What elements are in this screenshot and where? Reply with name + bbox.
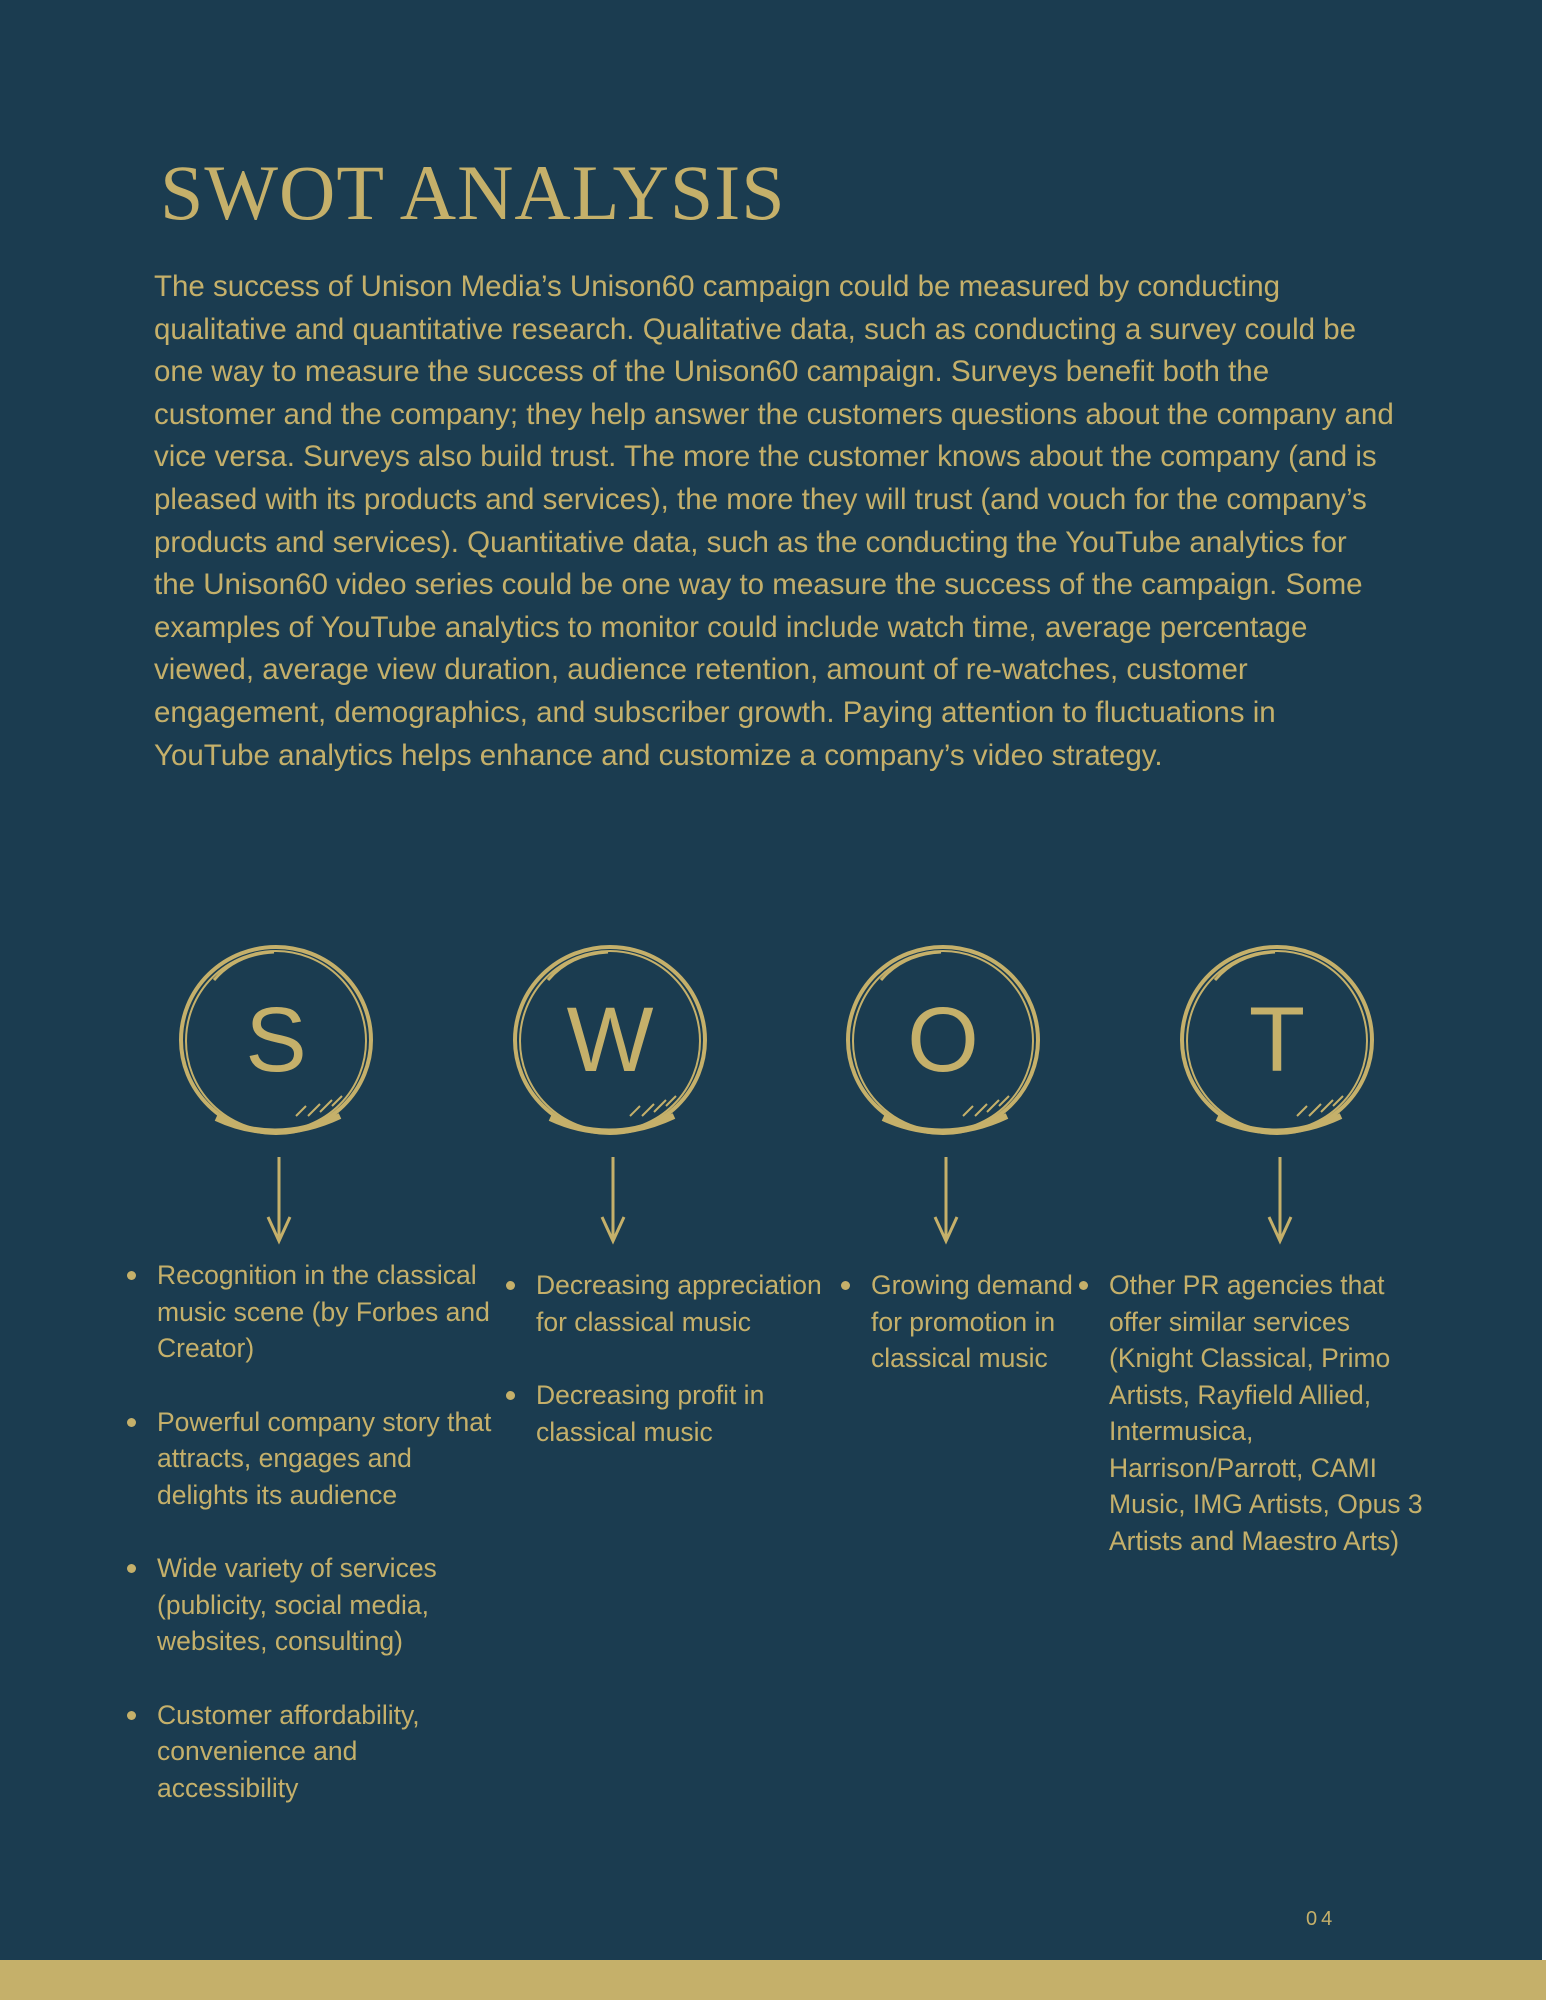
opportunities-letter: O [907,988,979,1091]
weaknesses-letter: W [566,988,654,1091]
threats-circle [1177,940,1377,1140]
opportunities-circle [843,940,1043,1140]
down-arrow-icon [264,1155,294,1245]
page-title: SWOT ANALYSIS [160,149,786,236]
list-item: Recognition in the classical music scene (by Forbes and Creator) [127,1257,497,1367]
down-arrow-icon [1265,1155,1295,1245]
list-item: Growing demand for promotion in classical music [841,1267,1081,1377]
threats-letter: T [1248,988,1306,1091]
strengths-list [127,1257,497,1806]
threats-list [1079,1267,1439,1559]
strengths-letter: S [245,988,307,1091]
down-arrow-icon [931,1155,961,1245]
list-item: Decreasing appreciation for classical music [506,1267,826,1340]
down-arrow-icon [598,1155,628,1245]
list-item: Decreasing profit in classical music [506,1377,826,1450]
list-item: Wide variety of services (publicity, social media, websites, consulting) [127,1550,497,1660]
list-item: Powerful company story that attracts, engages and delights its audience [127,1404,497,1514]
intro-paragraph: The success of Unison Media’s Unison60 campaign could be measured by conducting qualitative and quantitative research. Qualitative data, such as conducting a survey could be one way to measure the success of the Unison60 campaign. Surveys benefit both the customer and the company; they help answer the customers questions about the company and vice versa. Surveys also build trust. The more the customer knows about the company (and is pleased with its products and services), the more they will trust (and vouch for the company’s products and services). Quantitative data, such as the conducting the YouTube analytics for the Unison60 video series could be one way to measure the success of the campaign. Some examples of YouTube analytics to monitor could include watch time, average percentage viewed, average view duration, audience retention, amount of re-watches, customer engagement, demographics, and subscriber growth. Paying attention to fluctuations in YouTube analytics helps enhance and customize a company’s video strategy. [154,270,1394,772]
page-right-edge [1542,0,1546,1960]
list-item: Other PR agencies that offer similar services (Knight Classical, Primo Artists, Rayfield Allied, Intermusica, Harrison/Parrott, CAMI Music, IMG Artists, Opus 3 Artists and Maestro Arts) [1079,1267,1439,1559]
page-number: 04 [1306,1908,1337,1930]
list-item: Customer affordability, convenience and accessibility [127,1697,497,1807]
opportunities-list [841,1267,1081,1377]
weaknesses-list [506,1267,826,1450]
footer-bar [0,1960,1546,2000]
strengths-circle [176,940,376,1140]
weaknesses-circle [510,940,710,1140]
